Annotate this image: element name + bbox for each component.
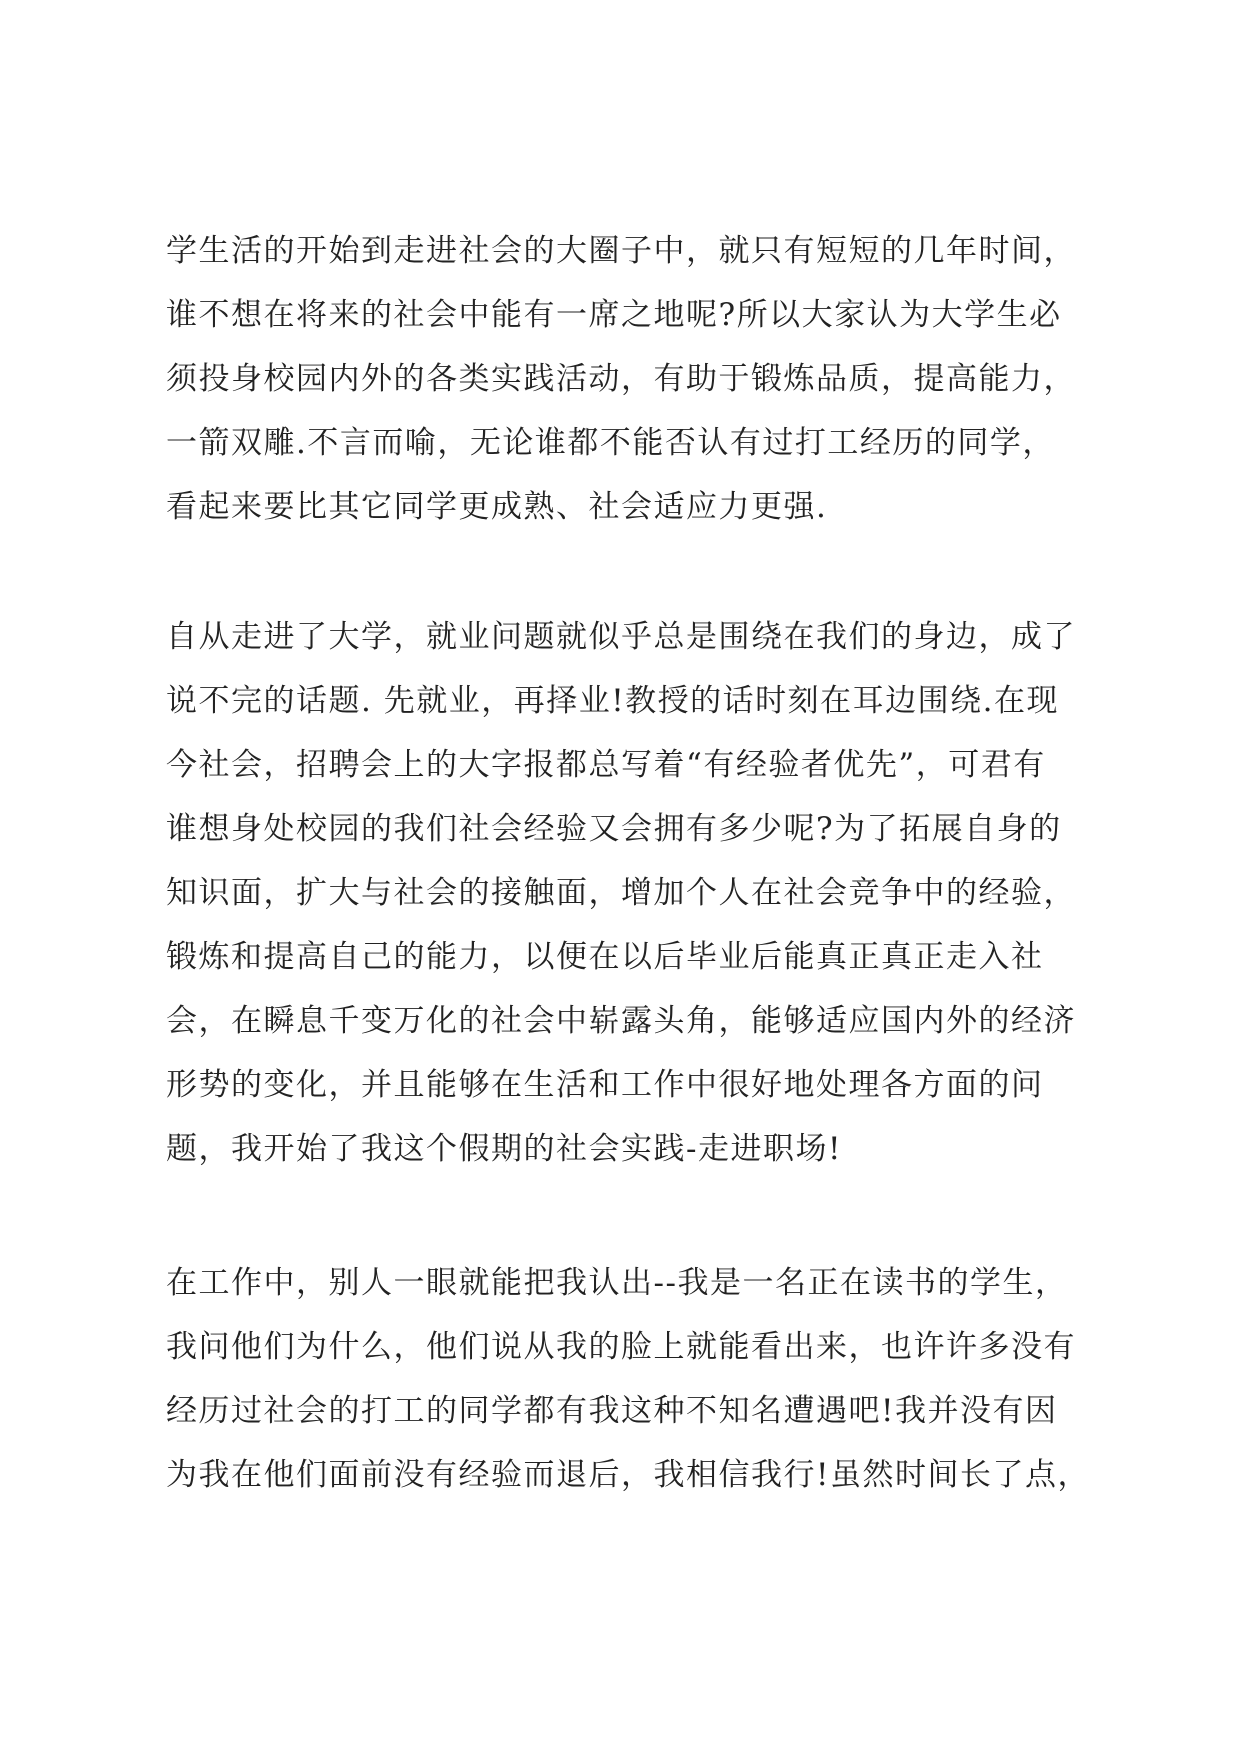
paragraph-2 [166,605,1096,1181]
paragraph-line: 须投身校园内外的各类实践活动，有助于锻炼品质，提高能力， [166,361,1076,397]
paragraph-line: 我问他们为什么，他们说从我的脸上就能看出来，也许许多没有 [166,1329,1076,1365]
paragraph-1 [166,219,1096,539]
paragraph-line: 今社会，招聘会上的大字报都总写着“有经验者优先”，可君有 [166,747,1046,783]
paragraph-line: 在工作中，别人一眼就能把我认出--我是一名正在读书的学生， [166,1265,1068,1301]
paragraph-line: 自从走进了大学，就业问题就似乎总是围绕在我们的身边，成了 [166,619,1076,655]
paragraph-line: 谁想身处校园的我们社会经验又会拥有多少呢?为了拓展自身的 [166,811,1062,847]
paragraph-line: 谁不想在将来的社会中能有一席之地呢?所以大家认为大学生必 [166,297,1062,333]
paragraph-3 [166,1251,1096,1507]
paragraph-line: 会，在瞬息千变万化的社会中崭露头角，能够适应国内外的经济 [166,1003,1076,1039]
paragraph-line: 经历过社会的打工的同学都有我这种不知名遭遇吧!我并没有因 [166,1393,1058,1429]
paragraph-line: 知识面，扩大与社会的接触面，增加个人在社会竞争中的经验， [166,875,1076,911]
paragraph-line: 学生活的开始到走进社会的大圈子中，就只有短短的几年时间， [166,233,1076,269]
paragraph-line: 一箭双雕.不言而喻，无论谁都不能否认有过打工经历的同学， [166,425,1055,461]
paragraph-line: 锻炼和提高自己的能力，以便在以后毕业后能真正真正走入社 [166,939,1044,975]
paragraph-line: 为我在他们面前没有经验而退后，我相信我行!虽然时间长了点， [166,1457,1090,1493]
paragraph-line: 题，我开始了我这个假期的社会实践-走进职场! [166,1131,842,1167]
paragraph-line: 形势的变化，并且能够在生活和工作中很好地处理各方面的问 [166,1067,1044,1103]
paragraph-line: 说不完的话题. 先就业，再择业!教授的话时刻在耳边围绕.在现 [166,683,1060,719]
paragraph-line: 看起来要比其它同学更成熟、社会适应力更强. [166,489,828,525]
